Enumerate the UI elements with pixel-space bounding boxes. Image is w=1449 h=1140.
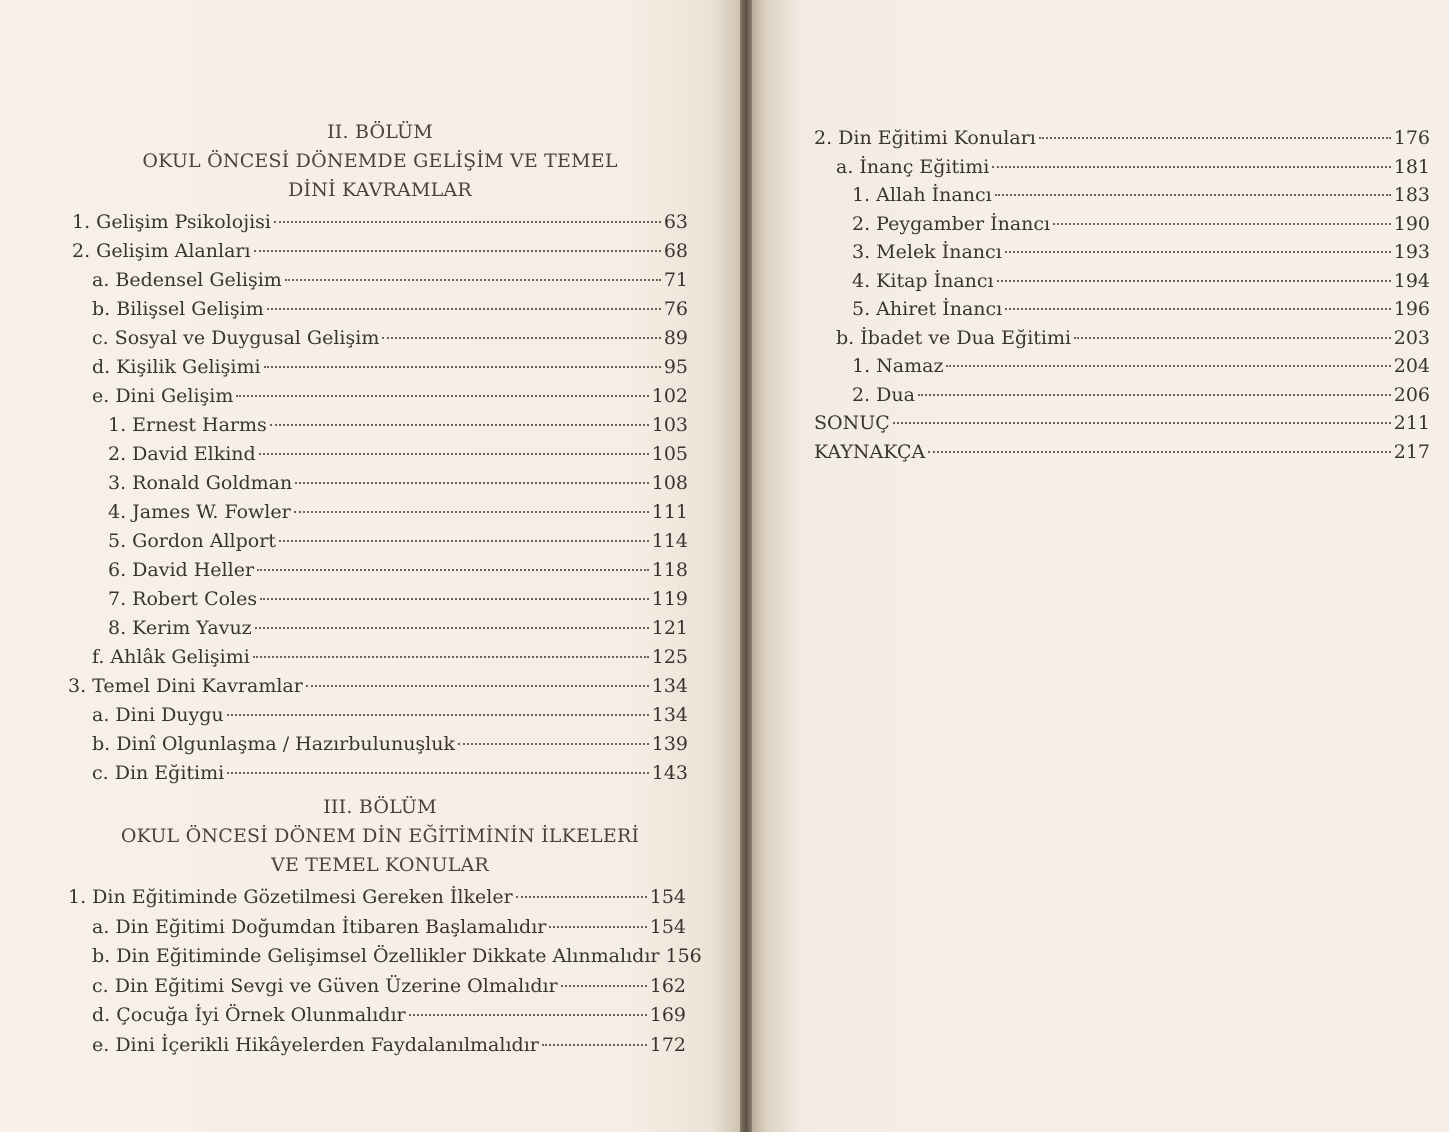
toc-entry-page-number: 71 bbox=[663, 269, 688, 291]
toc-entry-label: b. Dinî Olgunlaşma / Hazırbulunuşluk bbox=[92, 733, 456, 755]
dot-leader bbox=[294, 511, 649, 513]
toc-entry bbox=[836, 324, 1430, 353]
toc-entry-label: f. Ahlâk Gelişimi bbox=[92, 646, 250, 668]
toc-entry-label: 7. Robert Coles bbox=[108, 588, 258, 610]
toc-entry-page-number: 68 bbox=[663, 240, 688, 262]
toc-entry bbox=[852, 181, 1430, 210]
toc-entry-label: b. İbadet ve Dua Eğitimi bbox=[836, 326, 1072, 349]
toc-entry-label: 2. Dua bbox=[852, 383, 915, 406]
dot-leader bbox=[992, 166, 1390, 168]
toc-entry bbox=[92, 730, 688, 759]
toc-entry bbox=[92, 1001, 686, 1030]
toc-entry-page-number: 118 bbox=[651, 559, 688, 581]
toc-entry-label: a. Din Eğitimi Doğumdan İtibaren Başlamalıdır bbox=[92, 915, 547, 938]
right-page bbox=[752, 0, 1449, 1132]
toc-entry bbox=[72, 208, 688, 237]
toc-entry-page-number: 169 bbox=[649, 1004, 686, 1026]
toc-entry-label: a. İnanç Eğitimi bbox=[836, 155, 990, 178]
toc-entry-page-number: 154 bbox=[649, 886, 686, 908]
toc-entry-label: 2. Din Eğitimi Konuları bbox=[814, 127, 1036, 149]
dot-leader bbox=[516, 896, 647, 898]
toc-entry-label: d. Kişilik Gelişimi bbox=[92, 356, 261, 378]
dot-leader bbox=[267, 308, 661, 310]
toc-entry-page-number: 105 bbox=[651, 443, 688, 465]
dot-leader bbox=[997, 280, 1391, 282]
dot-leader bbox=[1039, 137, 1391, 139]
toc-entry bbox=[92, 913, 686, 942]
dot-leader bbox=[1005, 308, 1391, 310]
dot-leader bbox=[918, 394, 1391, 396]
toc-entry-page-number: 143 bbox=[651, 762, 688, 784]
toc-entry bbox=[92, 353, 688, 382]
toc-entry bbox=[814, 438, 1430, 467]
section-3-title: III. BÖLÜM bbox=[323, 796, 437, 818]
toc-entry-label: c. Din Eğitimi bbox=[92, 762, 225, 784]
toc-entry-label: 3. Temel Dini Kavramlar bbox=[68, 675, 303, 697]
dot-leader bbox=[236, 395, 648, 397]
toc-entry-label: 5. Ahiret İnancı bbox=[852, 298, 1003, 320]
section-2-subtitle-line1: OKUL ÖNCESİ DÖNEMDE GELİŞİM VE TEMEL bbox=[142, 150, 618, 172]
toc-entry-label: 1. Gelişim Psikolojisi bbox=[72, 211, 271, 233]
toc-entry-page-number: 125 bbox=[651, 646, 688, 668]
dot-leader bbox=[561, 985, 647, 987]
toc-entry-label: b. Din Eğitiminde Gelişimsel Özellikler Dikkate Alınmalıdır bbox=[92, 945, 660, 967]
dot-leader bbox=[227, 772, 649, 774]
dot-leader bbox=[264, 366, 661, 368]
dot-leader bbox=[270, 424, 649, 426]
toc-entry-page-number: 121 bbox=[651, 617, 688, 639]
toc-entry bbox=[108, 440, 688, 469]
toc-entry-label: 3. Melek İnancı bbox=[852, 241, 1002, 263]
toc-entry bbox=[108, 498, 688, 527]
toc-entry bbox=[92, 972, 686, 1001]
toc-entry-label: 2. Gelişim Alanları bbox=[72, 240, 251, 262]
toc-entry-page-number: 95 bbox=[663, 356, 688, 378]
dot-leader bbox=[253, 656, 649, 658]
dot-leader bbox=[409, 1014, 647, 1016]
dot-leader bbox=[306, 685, 649, 687]
toc-entry-label: 6. David Heller bbox=[108, 559, 255, 581]
toc-entry bbox=[92, 382, 688, 411]
toc-entry-page-number: 211 bbox=[1393, 412, 1430, 434]
toc-entry bbox=[108, 614, 688, 643]
dot-leader bbox=[254, 250, 661, 252]
toc-entry-page-number: 193 bbox=[1393, 241, 1430, 263]
toc-entry bbox=[852, 352, 1430, 381]
toc-entry-page-number: 217 bbox=[1393, 440, 1430, 463]
toc-entry-page-number: 206 bbox=[1393, 383, 1430, 406]
section-2-title: II. BÖLÜM bbox=[327, 121, 433, 143]
toc-entry bbox=[92, 266, 688, 295]
toc-entry-page-number: 176 bbox=[1393, 127, 1430, 149]
dot-leader bbox=[549, 926, 646, 928]
toc-entry-page-number: 111 bbox=[651, 501, 688, 523]
toc-entry bbox=[852, 238, 1430, 267]
toc-entry-page-number: 172 bbox=[649, 1033, 686, 1056]
toc-entry bbox=[72, 237, 688, 266]
toc-entry-label: a. Dini Duygu bbox=[92, 704, 224, 726]
toc-entry bbox=[68, 672, 688, 701]
section-3-heading bbox=[80, 793, 680, 880]
toc-entry-page-number: 134 bbox=[651, 675, 688, 697]
dot-leader bbox=[1053, 223, 1391, 225]
toc-entry bbox=[108, 527, 688, 556]
toc-entry bbox=[92, 701, 688, 730]
dot-leader bbox=[255, 627, 649, 629]
toc-entry bbox=[852, 295, 1430, 324]
toc-entry-page-number: 181 bbox=[1393, 155, 1430, 178]
toc-entry bbox=[68, 883, 686, 912]
toc-entry-label: e. Dini İçerikli Hikâyelerden Faydalanılmalıdır bbox=[92, 1033, 539, 1056]
toc-entry-page-number: 114 bbox=[651, 530, 688, 552]
toc-entry-label: e. Dini Gelişim bbox=[92, 385, 234, 407]
toc-entry-page-number: 156 bbox=[665, 945, 702, 967]
toc-entry bbox=[92, 324, 688, 353]
toc-entry-label: a. Bedensel Gelişim bbox=[92, 269, 282, 291]
dot-leader bbox=[295, 482, 649, 484]
dot-leader bbox=[1074, 337, 1391, 339]
toc-entry-page-number: 204 bbox=[1393, 355, 1430, 377]
section-3-subtitle-line1: OKUL ÖNCESİ DÖNEM DİN EĞİTİMİNİN İLKELERİ bbox=[120, 825, 640, 847]
toc-entry bbox=[108, 469, 688, 498]
toc-entry bbox=[852, 267, 1430, 296]
toc-entry bbox=[108, 585, 688, 614]
dot-leader bbox=[274, 221, 661, 223]
toc-entry-label: 5. Gordon Allport bbox=[108, 530, 276, 552]
toc-entry-label: 2. Peygamber İnancı bbox=[852, 212, 1051, 235]
toc-entry bbox=[836, 153, 1430, 182]
section-3-subtitle-line2: VE TEMEL KONULAR bbox=[271, 854, 489, 876]
toc-entry-page-number: 194 bbox=[1393, 269, 1430, 292]
toc-entry-page-number: 154 bbox=[649, 915, 686, 938]
toc-entry bbox=[92, 1031, 686, 1060]
toc-entry bbox=[814, 124, 1430, 153]
toc-entry-label: KAYNAKÇA bbox=[814, 440, 926, 463]
toc-entry-page-number: 102 bbox=[651, 385, 688, 407]
toc-entry-label: 4. James W. Fowler bbox=[108, 501, 291, 523]
toc-entry bbox=[852, 381, 1430, 410]
dot-leader bbox=[257, 569, 649, 571]
section-2-heading bbox=[80, 118, 680, 205]
toc-entry-page-number: 196 bbox=[1393, 298, 1430, 320]
toc-entry-label: c. Din Eğitimi Sevgi ve Güven Üzerine Olmalıdır bbox=[92, 974, 558, 997]
dot-leader bbox=[458, 743, 649, 745]
toc-entry-page-number: 183 bbox=[1393, 184, 1430, 206]
toc-entry-page-number: 119 bbox=[651, 588, 688, 610]
dot-leader bbox=[227, 714, 649, 716]
dot-leader bbox=[260, 598, 649, 600]
dot-leader bbox=[542, 1044, 647, 1046]
dot-leader bbox=[285, 279, 661, 281]
dot-leader bbox=[946, 365, 1390, 367]
toc-entry-page-number: 63 bbox=[663, 211, 688, 233]
toc-entry bbox=[92, 643, 688, 672]
toc-entry bbox=[108, 556, 688, 585]
toc-entry-page-number: 76 bbox=[663, 298, 688, 320]
toc-entry bbox=[92, 942, 702, 971]
toc-entry-label: c. Sosyal ve Duygusal Gelişim bbox=[92, 327, 380, 349]
toc-entry-label: 8. Kerim Yavuz bbox=[108, 617, 252, 639]
toc-entry-label: 1. Din Eğitiminde Gözetilmesi Gereken İlkeler bbox=[68, 886, 513, 908]
dot-leader bbox=[259, 453, 649, 455]
toc-entry bbox=[92, 295, 688, 324]
toc-entry-page-number: 162 bbox=[649, 974, 686, 997]
toc-entry-label: b. Bilişsel Gelişim bbox=[92, 298, 264, 320]
toc-entry-label: SONUÇ bbox=[814, 412, 890, 434]
toc-entry-page-number: 203 bbox=[1393, 326, 1430, 349]
bottom-margin bbox=[0, 1132, 1449, 1140]
dot-leader bbox=[893, 422, 1391, 424]
dot-leader bbox=[1005, 251, 1391, 253]
section-2-subtitle-line2: DİNİ KAVRAMLAR bbox=[288, 179, 472, 201]
toc-entry-label: d. Çocuğa İyi Örnek Olunmalıdır bbox=[92, 1004, 406, 1026]
toc-entry bbox=[92, 759, 688, 788]
dot-leader bbox=[279, 540, 649, 542]
dot-leader bbox=[382, 337, 660, 339]
toc-entry bbox=[108, 411, 688, 440]
toc-entry-page-number: 89 bbox=[663, 327, 688, 349]
toc-entry-page-number: 139 bbox=[651, 733, 688, 755]
toc-entry bbox=[814, 409, 1430, 438]
toc-entry-page-number: 108 bbox=[651, 472, 688, 494]
toc-entry-label: 1. Ernest Harms bbox=[108, 414, 267, 436]
dot-leader bbox=[995, 194, 1391, 196]
book-gutter bbox=[740, 0, 752, 1132]
toc-entry-label: 3. Ronald Goldman bbox=[108, 472, 293, 494]
toc-entry-page-number: 134 bbox=[651, 704, 688, 726]
toc-entry-label: 1. Allah İnancı bbox=[852, 184, 992, 206]
toc-entry-label: 4. Kitap İnancı bbox=[852, 269, 994, 292]
toc-entry-label: 1. Namaz bbox=[852, 355, 944, 377]
toc-entry bbox=[852, 210, 1430, 239]
dot-leader bbox=[928, 451, 1391, 453]
toc-entry-page-number: 103 bbox=[651, 414, 688, 436]
toc-entry-page-number: 190 bbox=[1393, 212, 1430, 235]
toc-entry-label: 2. David Elkind bbox=[108, 443, 256, 465]
